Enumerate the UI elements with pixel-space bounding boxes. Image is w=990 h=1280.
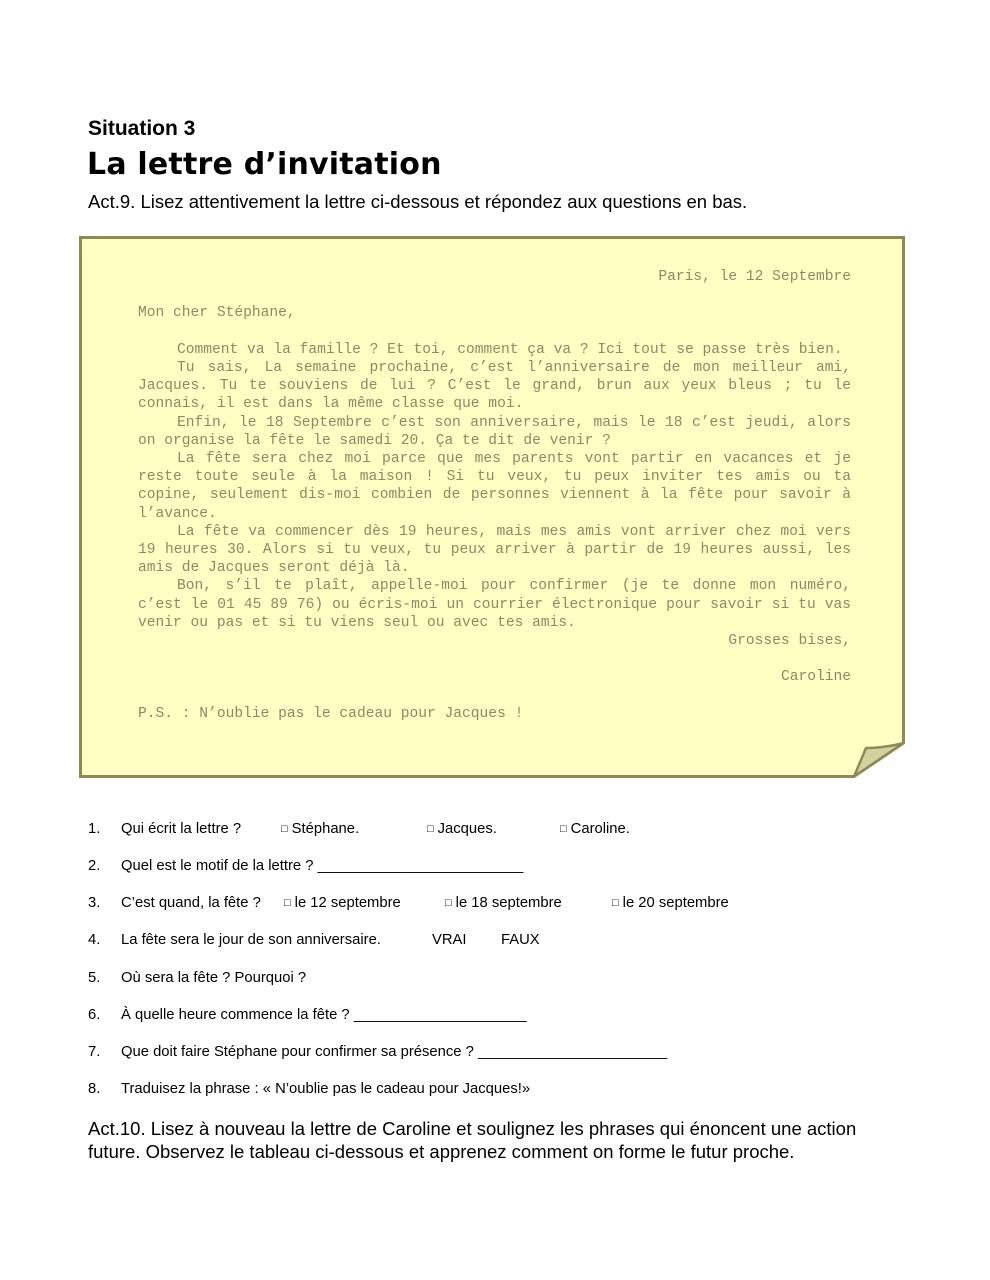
- page-title: La lettre d’invitation: [87, 147, 442, 182]
- question-number: 2.: [88, 858, 101, 874]
- checkbox-icon[interactable]: □: [281, 823, 288, 835]
- letter-paragraph: La fête va commencer dès 19 heures, mais mes amis vont arriver chez moi vers 19 heures 30. Alors si tu veux, tu peux arriver à partir de 19 heures aussi, les amis de Jacques seront déjà là.: [138, 523, 851, 577]
- question-number: 3.: [88, 895, 101, 911]
- option-20-septembre[interactable]: □ le 20 septembre: [612, 895, 729, 911]
- question-number: 4.: [88, 932, 101, 948]
- letter-body: [138, 268, 851, 723]
- checkbox-icon[interactable]: □: [612, 897, 619, 909]
- question-number: 1.: [88, 821, 101, 837]
- question-text[interactable]: Que doit faire Stéphane pour confirmer sa présence ? _______________________: [121, 1044, 668, 1060]
- situation-label: Situation 3: [88, 117, 196, 140]
- faux-option[interactable]: FAUX: [501, 932, 540, 948]
- question-text: Où sera la fête ? Pourquoi ?: [121, 970, 307, 986]
- letter-paragraph: Tu sais, La semaine prochaine, c’est l’anniversaire de mon meilleur ami, Jacques. Tu te souviens de lui ? C’est le grand, brun aux yeux bleus ; tu le connais, il est dans la même classe que moi.: [138, 359, 851, 413]
- letter-paragraph: Comment va la famille ? Et toi, comment ça va ? Ici tout se passe très bien.: [177, 341, 843, 358]
- letter-postscript: P.S. : N’oublie pas le cadeau pour Jacques !: [138, 705, 524, 722]
- option-jacques[interactable]: □ Jacques.: [427, 821, 497, 837]
- checkbox-icon[interactable]: □: [284, 897, 291, 909]
- question-text[interactable]: À quelle heure commence la fête ? _____________________: [121, 1007, 527, 1023]
- letter-paragraph: Bon, s’il te plaît, appelle-moi pour confirmer (je te donne mon numéro, c’est le 01 45 89 76) ou écris-moi un courrier électronique pour savoir si tu vas venir ou pas et si tu viens seul ou avec tes amis.: [138, 578, 851, 631]
- checkbox-icon[interactable]: □: [560, 823, 567, 835]
- question-text: La fête sera le jour de son anniversaire.: [121, 932, 381, 948]
- letter-signature: Caroline: [780, 669, 851, 686]
- question-number: 5.: [88, 970, 101, 986]
- question-text: Traduisez la phrase : « N’oublie pas le cadeau pour Jacques!»: [121, 1081, 531, 1097]
- letter-greeting: Mon cher Stéphane,: [138, 305, 296, 322]
- question-number: 8.: [88, 1081, 101, 1097]
- letter-paragraph: Enfin, le 18 Septembre c’est son anniversaire, mais le 18 c’est jeudi, alors on organise la fête le samedi 20. Ça te dit de venir ?: [138, 414, 851, 449]
- letter-date: Paris, le 12 Septembre: [658, 269, 851, 285]
- checkbox-icon[interactable]: □: [445, 897, 452, 909]
- question-number: 7.: [88, 1044, 101, 1060]
- question-text[interactable]: Quel est le motif de la lettre ? _________________________: [121, 858, 524, 874]
- option-18-septembre[interactable]: □ le 18 septembre: [445, 895, 562, 911]
- question-text: Qui écrit la lettre ?: [121, 821, 242, 837]
- checkbox-icon[interactable]: □: [427, 823, 434, 835]
- letter-closing: Grosses bises,: [728, 633, 851, 650]
- option-12-septembre[interactable]: □ le 12 septembre: [284, 895, 401, 911]
- activity-9-instructions: Act.9. Lisez attentivement la lettre ci-dessous et répondez aux questions en bas.: [88, 191, 748, 212]
- option-caroline[interactable]: □ Caroline.: [560, 821, 630, 837]
- activity-10-instructions: Act.10. Lisez à nouveau la lettre de Caroline et soulignez les phrases qui énoncent une action future. Observez le tableau ci-dessous et apprenez comment on forme le futur proche.: [88, 1118, 857, 1162]
- question-text: C’est quand, la fête ?: [121, 895, 261, 911]
- letter-paragraph: La fête sera chez moi parce que mes parents vont partir en vacances et je reste toute seule à la maison ! Si tu veux, tu peux inviter tes amis ou ta copine, seulement dis-moi combien de personnes viennent à la fête pour savoir à l’avance.: [138, 451, 851, 522]
- vrai-option[interactable]: VRAI: [432, 932, 467, 948]
- question-number: 6.: [88, 1007, 101, 1023]
- option-stephane[interactable]: □ Stéphane.: [281, 821, 360, 837]
